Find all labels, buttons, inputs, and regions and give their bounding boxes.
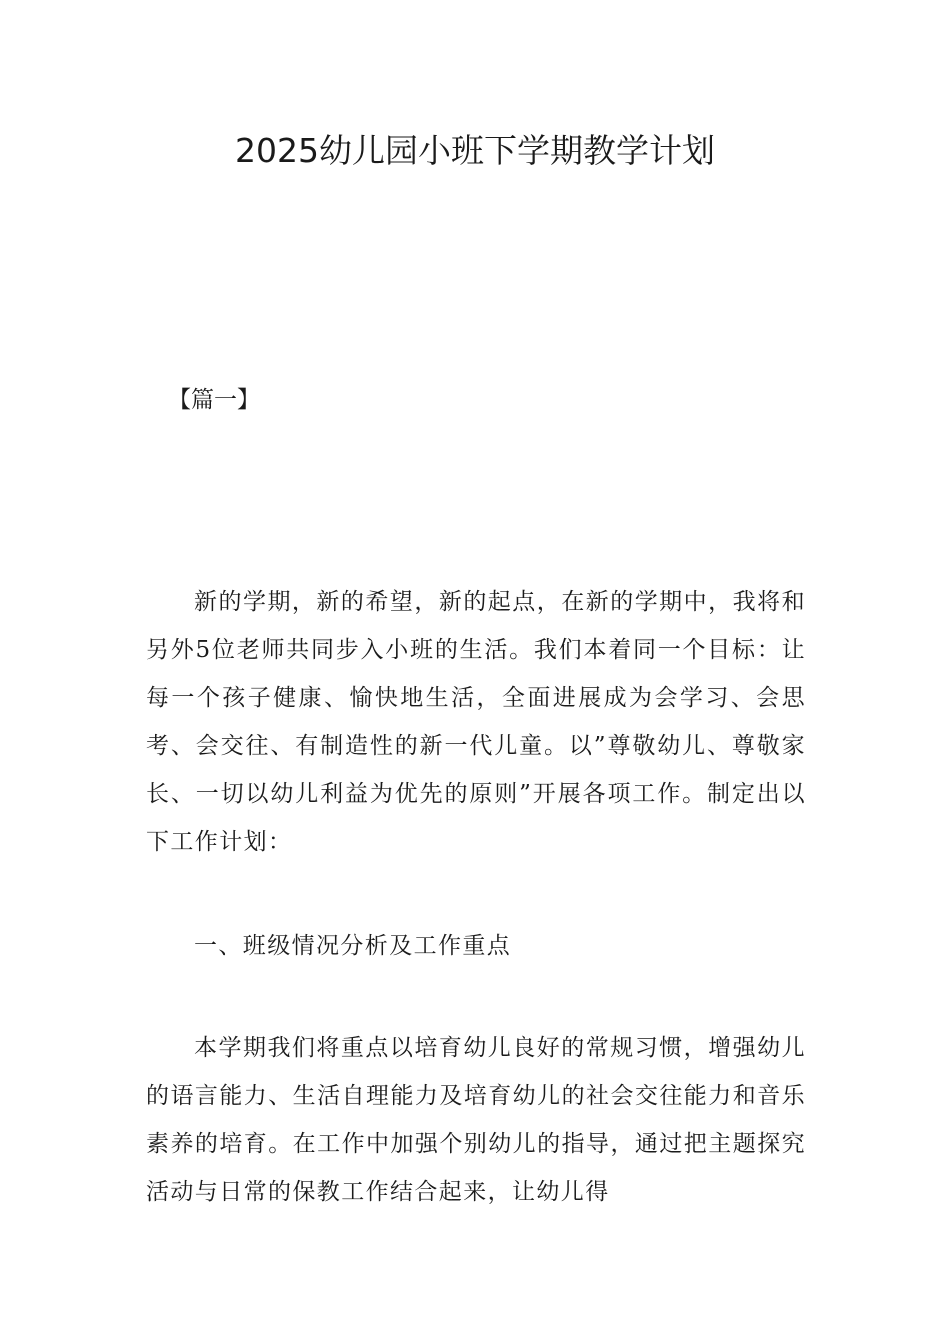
document-title: 2025幼儿园小班下学期教学计划	[235, 131, 715, 170]
section-mark: 【篇一】	[168, 387, 260, 413]
paragraph-focus: 本学期我们将重点以培育幼儿良好的常规习惯，增强幼儿的语言能力、生活自理能力及培育幼儿的社会交往能力和音乐素养的培育。在工作中加强个别幼儿的指导，通过把主题探究活动与日常的保教工作结合起来，让幼儿得	[146, 1035, 806, 1205]
paragraph-intro: 新的学期，新的希望，新的起点，在新的学期中，我将和另外5位老师共同步入小班的生活。我们本着同一个目标：让每一个孩子健康、愉快地生活，全面进展成为会学习、会思考、会交往、有制造性的新一代儿童。以”尊敬幼儿、尊敬家长、一切以幼儿利益为优先的原则”开展各项工作。制定出以下工作计划：	[146, 589, 806, 855]
section-heading: 一、班级情况分析及工作重点	[194, 933, 512, 959]
